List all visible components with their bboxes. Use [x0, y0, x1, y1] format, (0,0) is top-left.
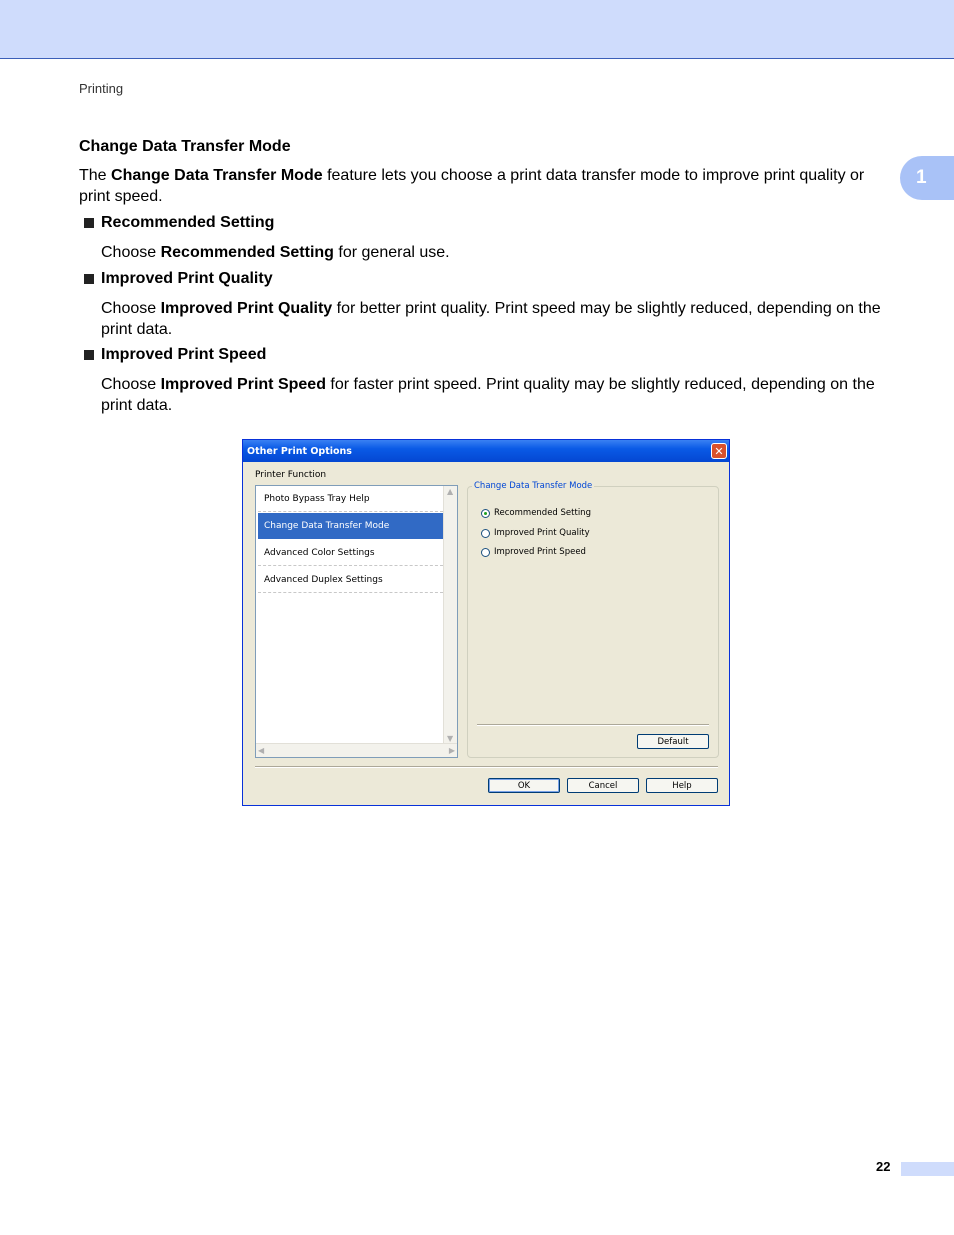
page-number: 22 — [876, 1159, 891, 1174]
dialog-title: Other Print Options — [247, 445, 352, 457]
printer-function-label: Printer Function — [255, 470, 327, 480]
bullet-improved-print-speed: Improved Print Speed — [84, 346, 266, 364]
other-print-options-dialog — [242, 439, 730, 806]
scroll-left-icon[interactable]: ◀ — [258, 746, 265, 755]
radio-improved-print-speed[interactable]: Improved Print Speed — [481, 547, 586, 557]
close-icon[interactable]: ✕ — [711, 443, 727, 459]
scroll-right-icon[interactable]: ▶ — [448, 746, 455, 755]
bullet-recommended-setting: Recommended Setting — [84, 214, 274, 232]
ok-button[interactable]: OK — [488, 778, 560, 793]
radio-improved-print-quality[interactable]: Improved Print Quality — [481, 528, 590, 538]
cancel-button[interactable]: Cancel — [567, 778, 639, 793]
bullet-square-icon — [84, 350, 94, 360]
vertical-scrollbar[interactable] — [443, 486, 457, 744]
desc-improved-print-speed: Choose Improved Print Speed for faster print speed. Print quality may be slightly reduced, depending on the print data. — [101, 376, 875, 414]
desc-improved-print-quality: Choose Improved Print Quality for better print quality. Print speed may be slightly reduced, depending on the print data. — [101, 300, 881, 338]
footer-band — [901, 1162, 954, 1176]
intro-bold: Change Data Transfer Mode — [111, 167, 323, 184]
dialog-separator — [255, 766, 718, 768]
group-separator — [477, 724, 709, 726]
list-item-change-data-transfer-mode[interactable]: Change Data Transfer Mode — [258, 513, 443, 539]
section-title: Change Data Transfer Mode — [79, 138, 291, 155]
radio-recommended-setting[interactable]: Recommended Setting — [481, 508, 591, 518]
dialog-titlebar[interactable] — [243, 440, 729, 462]
radio-checked-icon[interactable] — [481, 509, 490, 518]
transfer-mode-group — [467, 481, 719, 758]
list-item-advanced-duplex-settings[interactable]: Advanced Duplex Settings — [258, 567, 443, 593]
intro-paragraph: The Change Data Transfer Mode feature lets you choose a print data transfer mode to improve print quality or print speed. — [79, 167, 865, 205]
desc-recommended-setting: Choose Recommended Setting for general use. — [101, 244, 450, 261]
chapter-number: 1 — [916, 167, 927, 188]
header-band — [0, 0, 954, 59]
bullet-square-icon — [84, 274, 94, 284]
list-item-advanced-color-settings[interactable]: Advanced Color Settings — [258, 540, 443, 566]
scroll-down-icon[interactable]: ▼ — [447, 734, 454, 743]
default-button[interactable]: Default — [637, 734, 709, 749]
horizontal-scrollbar[interactable] — [256, 743, 457, 757]
bullet-improved-print-quality: Improved Print Quality — [84, 270, 273, 288]
scroll-up-icon[interactable]: ▲ — [447, 487, 454, 496]
radio-unchecked-icon[interactable] — [481, 548, 490, 557]
help-button[interactable]: Help — [646, 778, 718, 793]
list-item-photo-bypass-tray-help[interactable]: Photo Bypass Tray Help — [258, 486, 443, 512]
printer-function-list[interactable] — [255, 485, 458, 758]
radio-unchecked-icon[interactable] — [481, 529, 490, 538]
running-head: Printing — [79, 81, 124, 96]
chapter-tab — [900, 156, 954, 200]
bullet-square-icon — [84, 218, 94, 228]
group-title: Change Data Transfer Mode — [474, 481, 593, 491]
